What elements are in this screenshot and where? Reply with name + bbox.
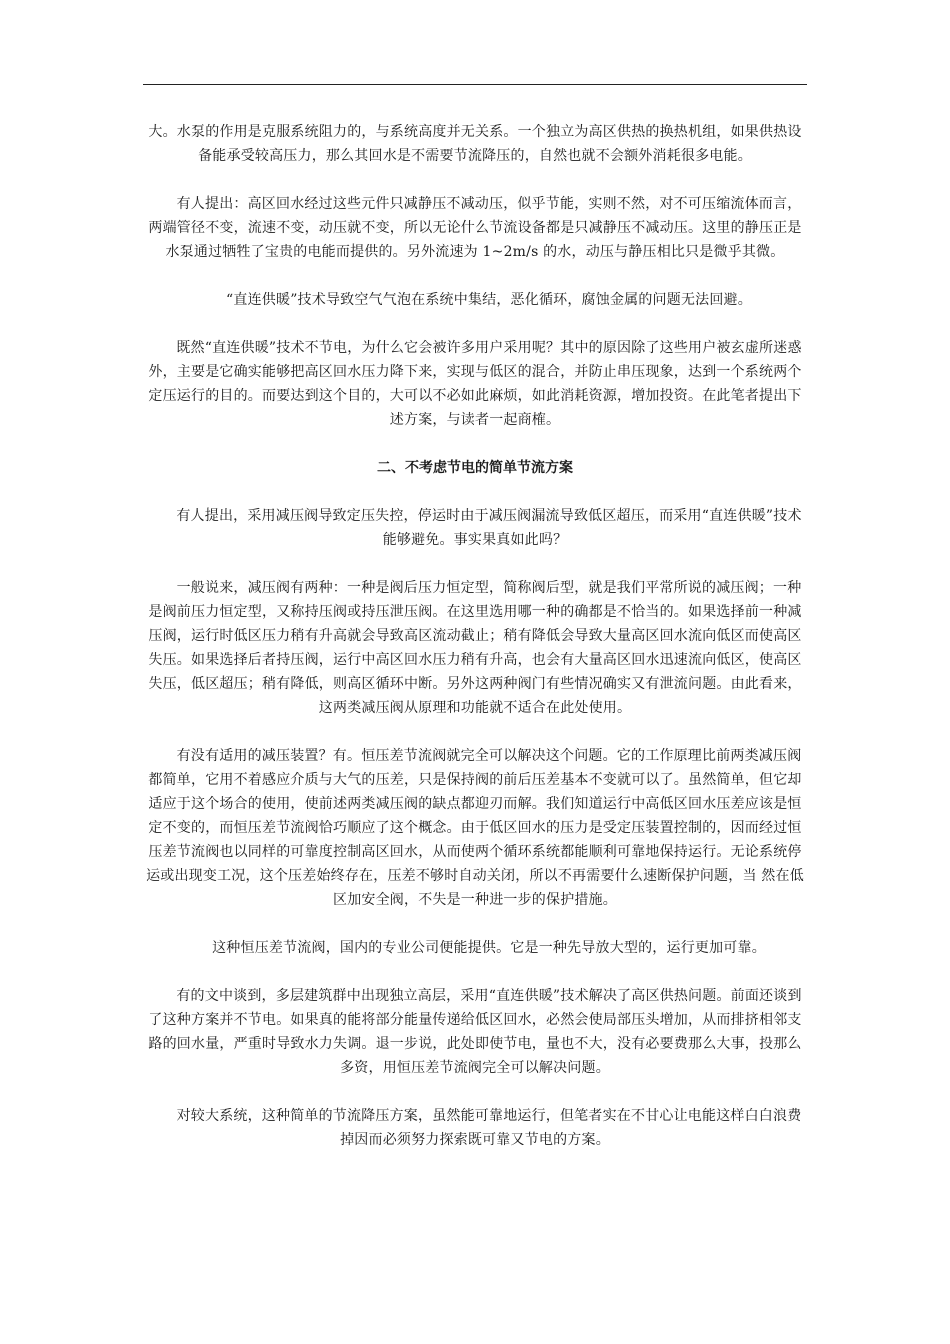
paragraph-air-bubbles: “直连供暖”技术导致空气气泡在系统中集结，恶化循环，腐蚀金属的问题无法回避。 [226,292,752,308]
paragraph-continuation: 大。水泵的作用是克服系统阻力的，与系统高度并无关系。一个独立为高区供热的换热机组，如果供热设备能承受较高压力，那么其回水是不需要节流降压的，自然也就不会额外消耗很多电能。 [148,124,802,164]
paragraph-conclusion: 对较大系统，这种简单的节流降压方案，虽然能可靠地运行，但笔者实在不甘心让电能这样白白浪费掉因而必须努力探索既可靠又节电的方案。 [176,1108,802,1148]
paragraph-why-adopted: 既然“直连供暖”技术不节电，为什么它会被许多用户采用呢？其中的原因除了这些用户被玄虚所迷惑外，主要是它确实能够把高区回水压力降下来，实现与低区的混合，并防止串压现象，达到一个系统两个定压运行的目的。而要达到这个目的，大可以不必如此麻烦，如此消耗资源，增加投资。在此笔者提出下述方案，与读者一起商榷。 [148,340,802,428]
paragraph-high-rise: 有的文中谈到，多层建筑群中出现独立高层，采用“直连供暖”技术解决了高区供热问题。前面还谈到了这种方案并不节电。如果真的能将部分能量传递给低区回水，必然会使局部压头增加，从而排挤相邻支路的回水量，严重时导致水力失调。退一步说，此处即使节电，量也不大，没有必要费那么大事，投那么多资，用恒压差节流阀完全可以解决问题。 [148,988,802,1076]
paragraph-constant-diff-valve: 有没有适用的减压装置？有。恒压差节流阀就完全可以解决这个问题。它的工作原理比前两类减压阀都简单，它用不着感应介质与大气的压差，只是保持阀的前后压差基本不变就可以了。虽然简单，但它却适应于这个场合的使用，使前述两类减压阀的缺点都迎刃而解。我们知道运行中高低区回水压差应该是恒定不变的，而恒压差节流阀恰巧顺应了这个概念。由于低区回水的压力是受定压装置控制的，因而经过恒压差节流阀也以同样的可靠度控制高区回水，从而使两个循环系统都能顺利可靠地保持运行。无论系统停运或出现变工况，这个压差始终存在，压差不够时自动关闭，所以不再需要什么速断保护问题，当 然在低区加安全阀，不失是一种进一步的保护措施。 [146,748,804,908]
paragraph-valve-types: 一般说来，减压阀有两种：一种是阀后压力恒定型，简称阀后型，就是我们平常所说的减压阀；一种是阀前压力恒定型，又称持压阀或持压泄压阀。在这里选用哪一种的确都是不恰当的。如果选择前一种减压阀，运行时低区压力稍有升高就会导致高区流动截止；稍有降低会导致大量高区回水流向低区而使高区失压。如果选择后者持压阀，运行中高区回水压力稍有升高，也会有大量高区回水迅速流向低区，使高区失压，低区超压；稍有降低，则高区循环中断。另外这两种阀门有些情况确实又有泄流问题。由此看来，这两类减压阀从原理和功能就不适合在此处使用。 [148,580,802,716]
paragraph-pressure-valve-claim: 有人提出，采用减压阀导致定压失控，停运时由于减压阀漏流导致低区超压，而采用“直连供暖”技术能够避免。事实果真如此吗？ [176,508,802,548]
paragraph-domestic-supply: 这种恒压差节流阀，国内的专业公司便能提供。它是一种先导放大型的，运行更加可靠。 [212,940,766,956]
header-rule [143,84,807,85]
section-heading: 二、不考虑节电的简单节流方案 [377,460,573,476]
document-body [143,120,807,1176]
paragraph-dynamic-pressure: 有人提出：高区回水经过这些元件只减静压不减动压，似乎节能，实则不然，对不可压缩流体而言，两端管径不变，流速不变，动压就不变，所以无论什么节流设备都是只减静压不减动压。这里的静压正是水泵通过牺牲了宝贵的电能而提供的。另外流速为 1~2m/s 的水，动压与静压相比只是微乎其微。 [148,196,802,260]
